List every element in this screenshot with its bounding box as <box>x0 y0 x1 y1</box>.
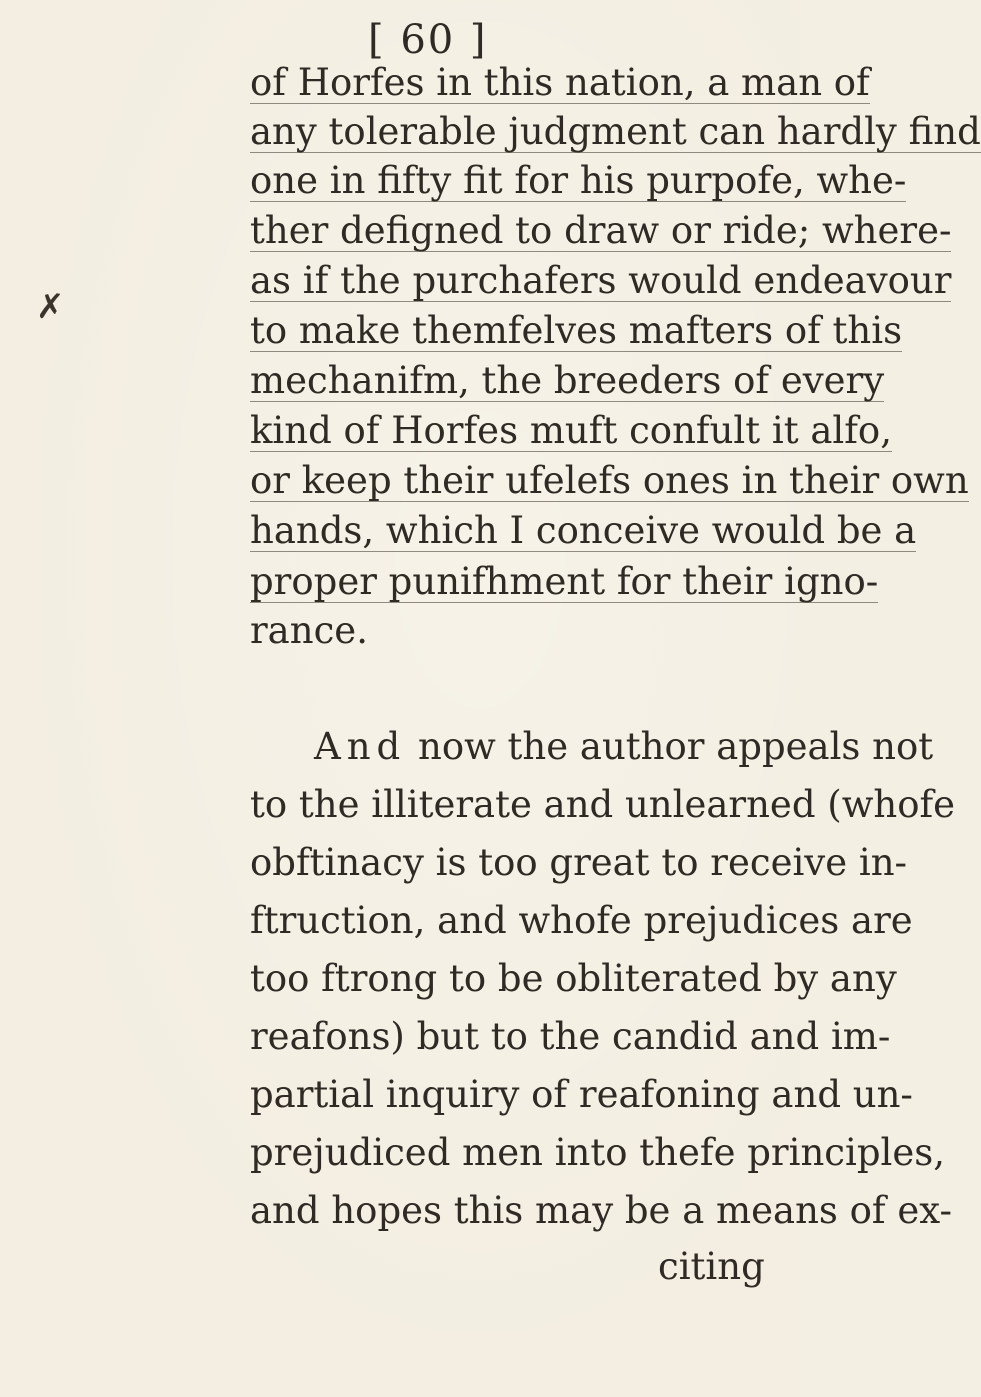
text-line: as if the purchafers would endeavour <box>250 259 952 302</box>
text-line: obftinacy is too great to receive in- <box>250 841 908 884</box>
text-line: ther defigned to draw or ride; where- <box>250 209 952 252</box>
text-line: to the illiterate and unlearned (whofe <box>250 783 956 826</box>
text-line: too ftrong to be obliterated by any <box>250 957 897 1000</box>
page-number: [ 60 ] <box>368 17 488 63</box>
small-caps-lead: And <box>314 725 407 768</box>
text-line: proper punifhment for their igno- <box>250 560 879 603</box>
text-line: partial inquiry of reafoning and un- <box>250 1073 913 1116</box>
text-line: kind of Horfes muft confult it alfo, <box>250 409 892 452</box>
text-line: or keep their ufelefs ones in their own <box>250 459 969 502</box>
text-line: ftruction, and whofe prejudices are <box>250 899 913 942</box>
text-line-rest: now the author appeals not <box>406 725 934 768</box>
margin-cross-mark: ✗ <box>36 287 65 327</box>
text-line <box>314 725 934 768</box>
text-line: of Horfes in this nation, a man of <box>250 61 870 104</box>
text-line: to make themfelves mafters of this <box>250 309 903 352</box>
text-line: prejudiced men into thefe principles, <box>250 1131 945 1174</box>
catchword: citing <box>658 1245 765 1288</box>
text-line: rance. <box>250 609 368 652</box>
text-line: hands, which I conceive would be a <box>250 509 917 552</box>
text-line: one in fifty fit for his purpofe, whe- <box>250 159 907 202</box>
text-line: reafons) but to the candid and im- <box>250 1015 891 1058</box>
text-line: mechanifm, the breeders of every <box>250 359 885 402</box>
text-line: and hopes this may be a means of ex- <box>250 1189 952 1232</box>
text-line: any tolerable judgment can hardly find <box>250 110 981 153</box>
